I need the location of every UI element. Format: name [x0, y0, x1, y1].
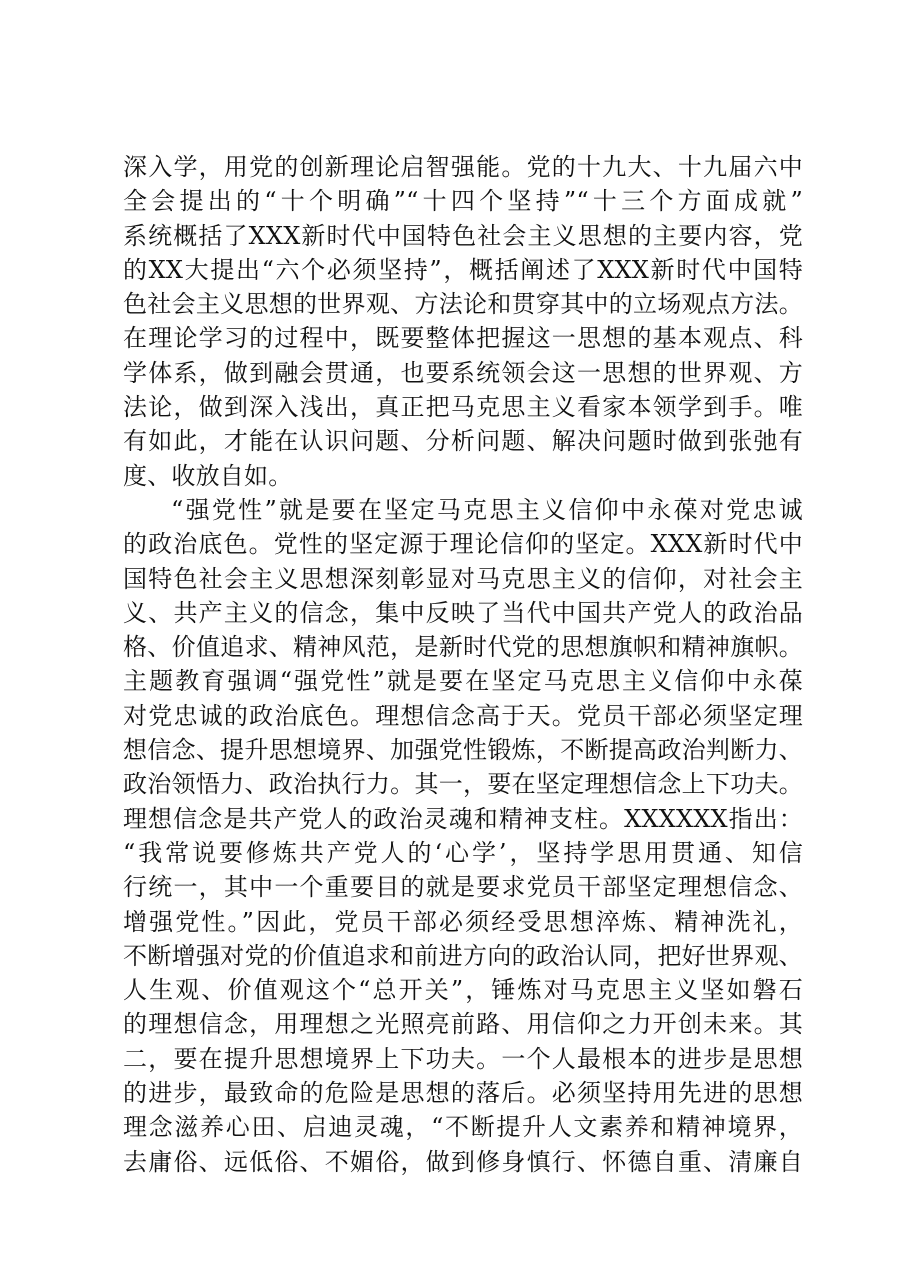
text-line: 全会提出的“十个明确”“十四个坚持”“十三个方面成就” [123, 187, 803, 216]
text-line: 系统概括了XXX新时代中国特色社会主义思想的主要内容，党 [123, 221, 803, 250]
text-line: 义、共产主义的信念，集中反映了当代中国共产党人的政治品 [123, 598, 803, 627]
text-line: 二，要在提升思想境界上下功夫。一个人最根本的进步是思想 [123, 1044, 803, 1073]
text-line: “我常说要修炼共产党人的‘心学’，坚持学思用贯通、知信 [123, 838, 803, 867]
text-line: 不断增强对党的价值追求和前进方向的政治认同，把好世界观、 [123, 941, 803, 970]
text-line: 人生观、价值观这个“总开关”，锤炼对马克思主义坚如磐石 [123, 976, 803, 1005]
text-line: 的XX大提出“六个必须坚持”，概括阐述了XXX新时代中国特 [123, 255, 803, 284]
text-line: 法论，做到深入浅出，真正把马克思主义看家本领学到手。唯 [123, 393, 803, 422]
text-line: 主题教育强调“强党性”就是要在坚定马克思主义信仰中永葆 [123, 667, 803, 696]
text-line: 学体系，做到融会贯通，也要系统领会这一思想的世界观、方 [123, 358, 803, 387]
text-line: 的进步，最致命的危险是思想的落后。必须坚持用先进的思想 [123, 1079, 803, 1108]
body-text [123, 150, 803, 1179]
text-line: 去庸俗、远低俗、不媚俗，做到修身慎行、怀德自重、清廉自 [123, 1147, 803, 1176]
text-line: 格、价值追求、精神风范，是新时代党的思想旗帜和精神旗帜。 [123, 633, 803, 662]
paragraph-1 [123, 150, 803, 493]
text-line: 的政治底色。党性的坚定源于理论信仰的坚定。XXX新时代中 [123, 530, 803, 559]
paragraph-2 [123, 493, 803, 1179]
text-line: 对党忠诚的政治底色。理想信念高于天。党员干部必须坚定理 [123, 701, 803, 730]
text-line: 行统一，其中一个重要目的就是要求党员干部坚定理想信念、 [123, 873, 803, 902]
text-line: 理念滋养心田、启迪灵魂，“不断提升人文素养和精神境界， [123, 1113, 803, 1142]
text-line: 增强党性。”因此，党员干部必须经受思想淬炼、精神洗礼， [123, 907, 803, 936]
text-line: 想信念、提升思想境界、加强党性锻炼，不断提高政治判断力、 [123, 736, 803, 765]
text-line: “强党性”就是要在坚定马克思主义信仰中永葆对党忠诚 [171, 495, 803, 524]
text-line: 深入学，用党的创新理论启智强能。党的十九大、十九届六中 [123, 153, 803, 181]
text-line: 度、收放自如。 [123, 461, 293, 490]
text-line: 色社会主义思想的世界观、方法论和贯穿其中的立场观点方法。 [123, 290, 803, 319]
text-line: 在理论学习的过程中，既要整体把握这一思想的基本观点、科 [123, 324, 803, 353]
text-line: 国特色社会主义思想深刻彰显对马克思主义的信仰，对社会主 [123, 564, 803, 593]
text-line: 政治领悟力、政治执行力。其一，要在坚定理想信念上下功夫。 [123, 770, 803, 799]
text-line: 理想信念是共产党人的政治灵魂和精神支柱。XXXXXX指出： [123, 804, 803, 833]
text-line: 有如此，才能在认识问题、分析问题、解决问题时做到张弛有 [123, 427, 803, 456]
text-line: 的理想信念，用理想之光照亮前路、用信仰之力开创未来。其 [123, 1010, 803, 1039]
